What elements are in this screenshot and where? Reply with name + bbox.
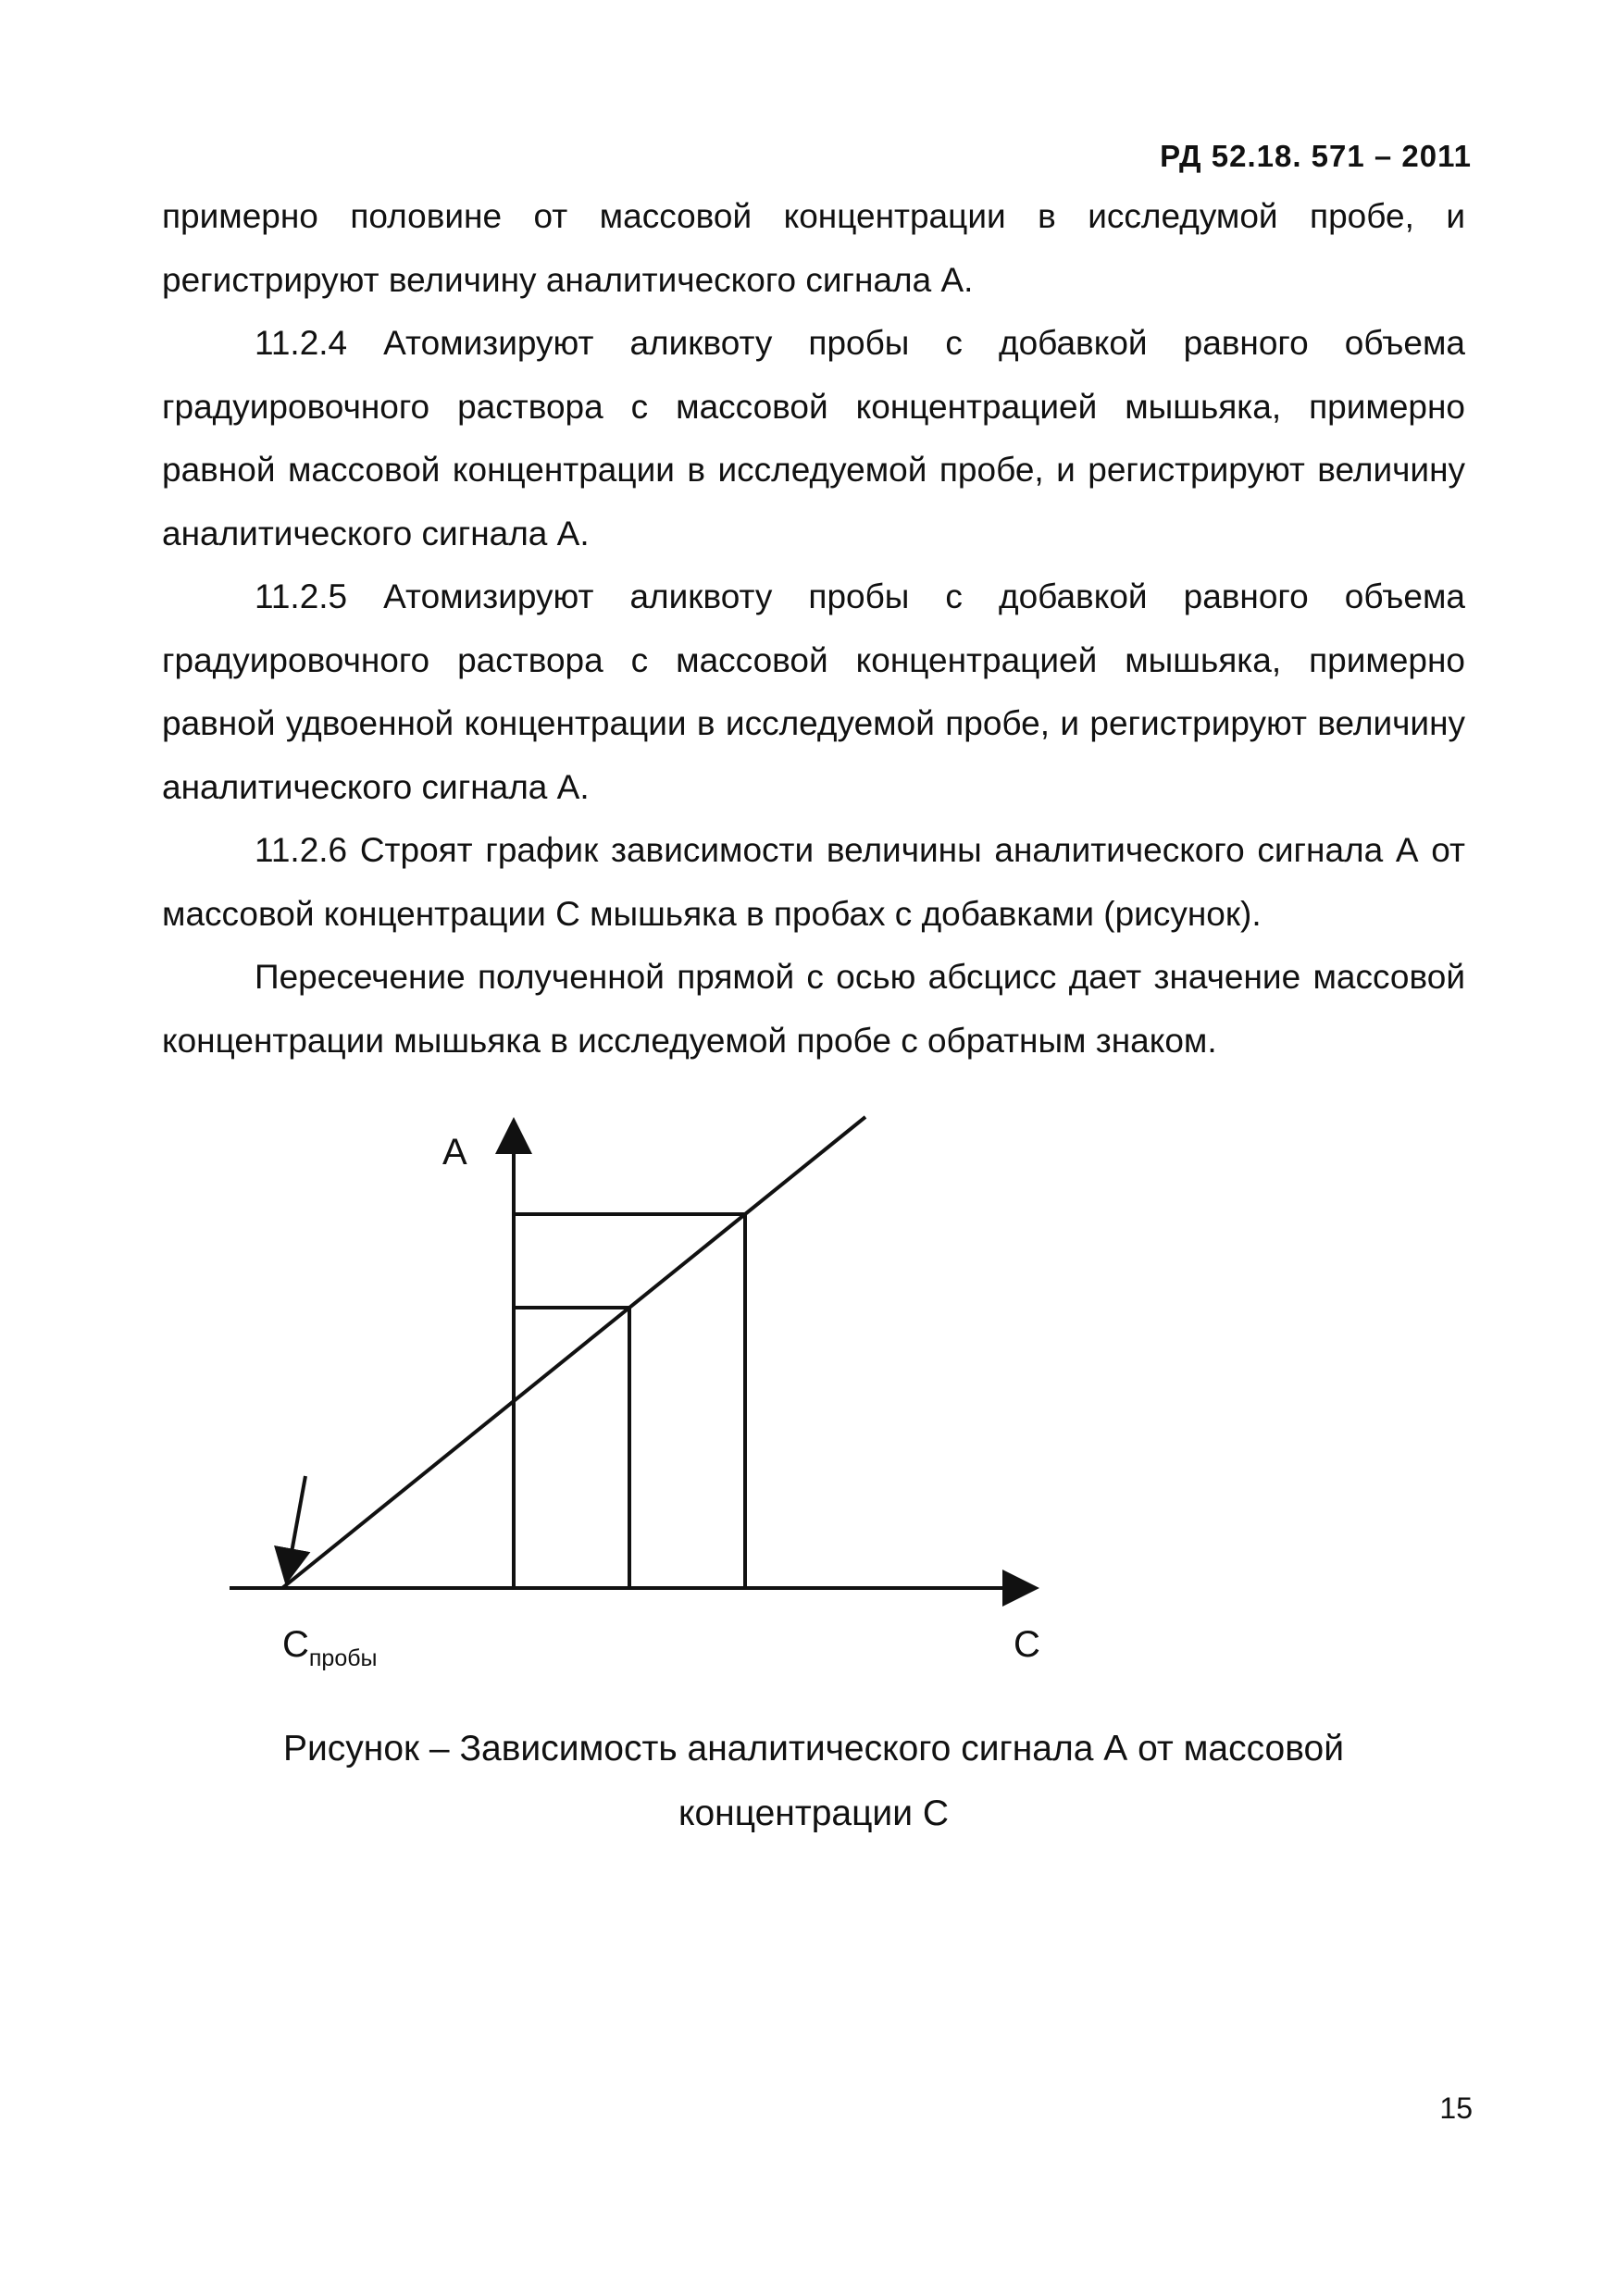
paragraph-11-2-5: 11.2.5 Атомизируют аликвоту пробы с добавкой равного объема градуировочного раствора с массовой концентрацией мышьяка, примерно равной удвоенной концентрации в исследуемой пробе, и регистрируют величину аналитического сигнала А. — [162, 577, 1465, 806]
diagram-marks — [282, 1117, 865, 1588]
page-number: 15 — [1439, 2091, 1473, 2125]
paragraph-intersection: Пересечение полученной прямой с осью абсцисс дает значение массовой концентрации мышьяка в исследуемой пробе с обратным знаком. — [162, 958, 1465, 1060]
intercept-label — [282, 1624, 378, 1671]
intercept-pointer-arrow — [287, 1476, 305, 1578]
x-axis-label: С — [1014, 1624, 1040, 1665]
intercept-label-sub: пробы — [308, 1645, 378, 1671]
caption-line-1: Рисунок – Зависимость аналитического сигнала А от массовой — [283, 1729, 1344, 1769]
intercept-label-main: С — [282, 1624, 309, 1665]
document-code: РД 52.18. 571 – 2011 — [1160, 139, 1472, 173]
paragraph-continuation: примерно половине от массовой концентрации в исследумой пробе, и регистрируют величину аналитического сигнала А. — [162, 197, 1465, 299]
paragraph-11-2-4: 11.2.4 Атомизируют аликвоту пробы с добавкой равного объема градуировочного раствора с массовой концентрацией мышьяка, примерно равной массовой концентрации в исследуемой пробе, и регистрируют величину аналитического сигнала А. — [162, 324, 1465, 552]
figure-caption — [162, 1717, 1465, 1846]
regression-line — [282, 1117, 865, 1588]
y-axis-label: А — [442, 1132, 467, 1173]
paragraph-11-2-6: 11.2.6 Строят график зависимости величины аналитического сигнала А от массовой концентрации С мышьяка в пробах с добавками (рисунок). — [162, 831, 1465, 933]
caption-line-2: концентрации С — [678, 1793, 949, 1833]
